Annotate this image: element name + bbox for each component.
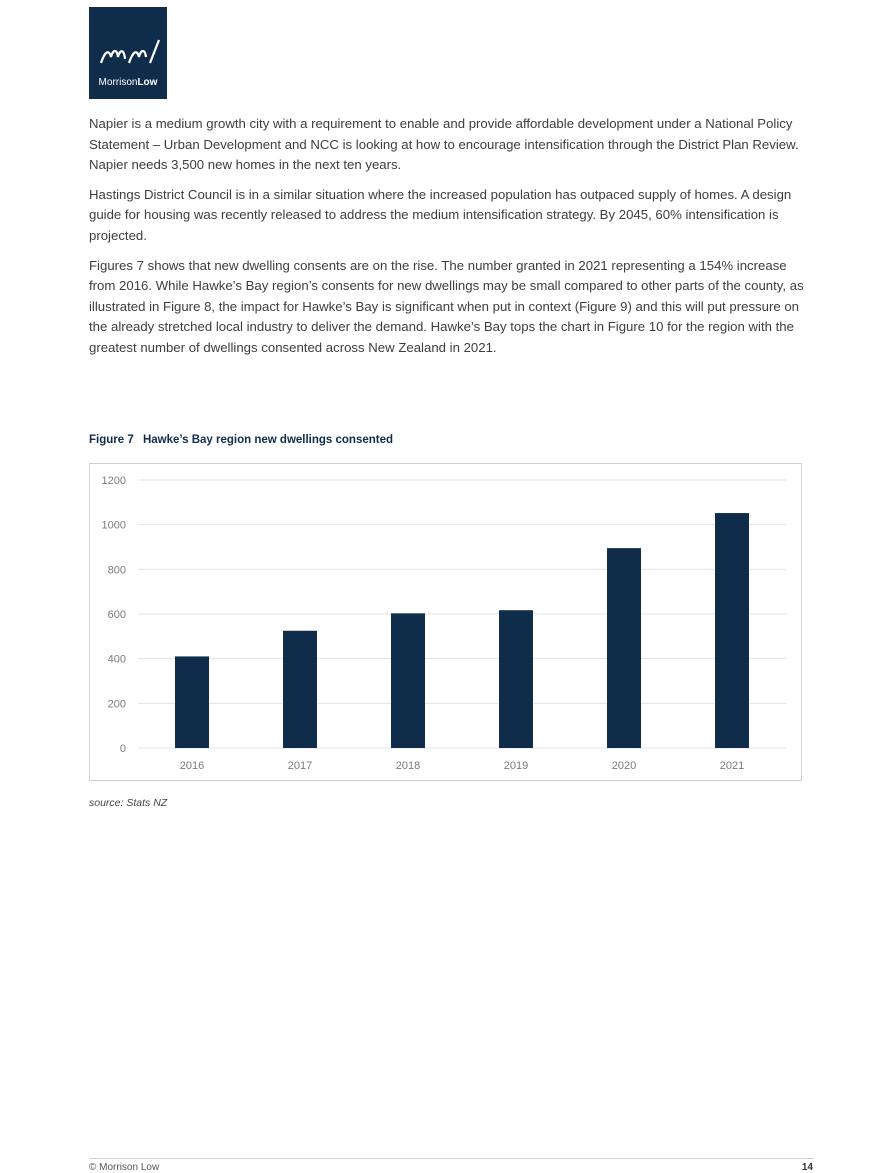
logo-brand-bold: Low bbox=[137, 77, 158, 88]
body-text bbox=[89, 114, 814, 368]
chart-frame bbox=[89, 463, 802, 781]
y-tick-label-1000: 1000 bbox=[101, 519, 126, 532]
x-tick-label-2019: 2019 bbox=[503, 760, 529, 772]
y-tick-label-200: 200 bbox=[107, 698, 126, 711]
footer-divider bbox=[89, 1158, 814, 1159]
figure-number: Figure 7 bbox=[89, 434, 134, 446]
logo-mark bbox=[89, 37, 167, 73]
figure-title: Hawke’s Bay region new dwellings consented bbox=[142, 434, 394, 446]
logo-brand bbox=[89, 77, 167, 89]
y-tick-label-600: 600 bbox=[107, 609, 126, 621]
footer-copyright: © Morrison Low bbox=[89, 1162, 160, 1173]
y-tick-label-400: 400 bbox=[107, 653, 126, 666]
paragraph-2: Hastings District Council is in a similar situation where the increased population has outpaced supply of homes. A design guide for housing was recently released to address the medium intensification strategy. By 2045, 60% intensification is projected. bbox=[89, 186, 792, 243]
x-tick-label-2020: 2020 bbox=[611, 760, 637, 772]
paragraph-3: Figures 7 shows that new dwelling consents are on the rise. The number granted in 2021 representing a 154% increase from 2016. While Hawke’s Bay region’s consents for new dwellings may be small compared to other parts of the county, as illustrated in Figure 8, the impact for Hawke’s Bay is significant when put in context (Figure 9) and this will put pressure on the already stretched local industry to deliver the demand. Hawke’s Bay tops the chart in Figure 10 for the region with the greatest number of dwellings consented across New Zealand in 2021. bbox=[89, 257, 804, 355]
bar-2020 bbox=[607, 548, 641, 748]
page-number: 14 bbox=[801, 1162, 813, 1173]
y-tick-label-800: 800 bbox=[107, 564, 126, 577]
bar-2018 bbox=[391, 613, 425, 748]
morrisonlow-logo bbox=[89, 7, 167, 99]
figure-source: source: Stats NZ bbox=[89, 797, 168, 809]
paragraph-1: Napier is a medium growth city with a requirement to enable and provide affordable development under a National Policy Statement – Urban Development and NCC is looking at how to encourage intensification through the District Plan Review. Napier needs 3,500 new homes in the next ten years. bbox=[89, 116, 799, 173]
x-tick-label-2021: 2021 bbox=[719, 760, 745, 772]
figure-caption bbox=[89, 434, 393, 446]
bar-2016 bbox=[175, 656, 209, 748]
y-tick-label-0: 0 bbox=[119, 743, 126, 755]
logo-brand-regular: Morrison bbox=[98, 77, 138, 88]
x-tick-label-2017: 2017 bbox=[287, 760, 313, 772]
bar-2021 bbox=[715, 513, 749, 748]
bar-2019 bbox=[499, 610, 533, 748]
y-tick-label-1200: 1200 bbox=[101, 475, 126, 487]
bar-chart bbox=[90, 464, 803, 782]
x-tick-label-2018: 2018 bbox=[395, 760, 421, 772]
x-tick-label-2016: 2016 bbox=[179, 760, 205, 772]
bar-2017 bbox=[283, 631, 317, 748]
